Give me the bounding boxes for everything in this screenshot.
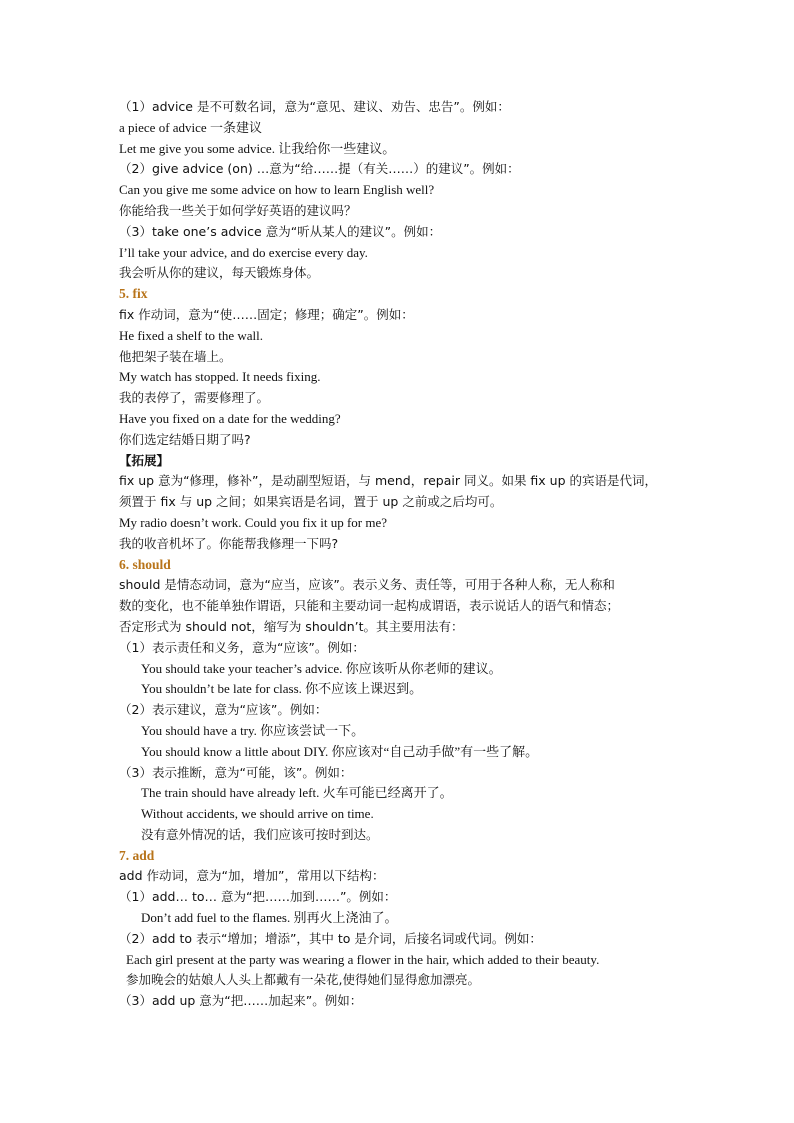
text-line: Without accidents, we should arrive on time.: [141, 806, 374, 822]
text-line: My watch has stopped. It needs fixing.: [119, 369, 321, 385]
text-line: （1）表示责任和义务，意为“应该”。例如：: [119, 639, 365, 655]
text-line: （1）add… to… 意为“把……加到……”。例如：: [119, 889, 397, 905]
text-line: should 是情态动词，意为“应当，应该”。表示义务、责任等，可用于各种人称，无人称和: [119, 577, 615, 593]
text-line: Each girl present at the party was wearing a flower in the hair, which added to their beauty.: [126, 951, 600, 967]
text-line: a piece of advice 一条建议: [119, 119, 262, 135]
text-line: 没有意外情况的话，我们应该可按时到达。: [141, 826, 379, 842]
section-heading: 6. should: [119, 556, 171, 572]
text-line: Have you fixed on a date for the wedding?: [119, 410, 341, 426]
document-body: [119, 97, 679, 1012]
text-line: You should take your teacher’s advice. 你应该听从你老师的建议。: [141, 660, 502, 676]
text-line: （2）add to 表示“增加；增添”，其中 to 是介词，后接名词或代词。例如：: [119, 930, 542, 946]
text-line: 否定形式为 should not，缩写为 shouldn’t。其主要用法有：: [119, 618, 464, 634]
text-line: My radio doesn’t work. Could you fix it up for me?: [119, 514, 388, 530]
text-line: fix up 意为“修理，修补”，是动副型短语，与 mend，repair 同义。如果 fix up 的宾语是代词，: [119, 473, 658, 489]
section-heading: 5. fix: [119, 286, 148, 302]
text-line: Let me give you some advice. 让我给你一些建议。: [119, 140, 396, 156]
text-line: Can you give me some advice on how to learn English well?: [119, 182, 435, 198]
text-line: （1）advice 是不可数名词，意为“意见、建议、劝告、忠告”。例如：: [119, 99, 510, 114]
text-line: （3）add up 意为“把……加起来”。例如：: [119, 993, 363, 1009]
text-line: You should know a little about DIY. 你应该对“自己动手做”有一些了解。: [141, 743, 539, 759]
section-heading: 7. add: [119, 847, 155, 863]
text-line: add 作动词，意为“加，增加”，常用以下结构：: [119, 868, 385, 884]
text-line: 【拓展】: [119, 452, 170, 468]
text-line: （3）take one’s advice 意为“听从某人的建议”。例如：: [119, 223, 442, 239]
text-line: （3）表示推断，意为“可能，该”。例如：: [119, 764, 353, 780]
text-line: （2）give advice (on) …意为“给……提（有关……）的建议”。例如：: [119, 161, 520, 177]
text-line: 我的表停了，需要修理了。: [119, 390, 270, 406]
text-line: You should have a try. 你应该尝试一下。: [141, 722, 365, 738]
text-line: You shouldn’t be late for class. 你不应该上课迟到。: [141, 681, 423, 697]
text-line: The train should have already left. 火车可能已经离开了。: [141, 785, 453, 801]
text-line: 你能给我一些关于如何学好英语的建议吗？: [119, 202, 357, 218]
text-line: （2）表示建议，意为“应该”。例如：: [119, 702, 328, 718]
text-line: Don’t add fuel to the flames. 别再火上浇油了。: [141, 910, 398, 926]
text-line: 他把架子装在墙上。: [119, 348, 232, 364]
text-line: 须置于 fix 与 up 之间；如果宾语是名词，置于 up 之前或之后均可。: [119, 494, 503, 510]
text-line: 参加晚会的姑娘人人头上都戴有一朵花,使得她们显得愈加漂亮。: [126, 972, 480, 988]
text-line: 你们选定结婚日期了吗?: [119, 431, 251, 447]
text-line: fix 作动词，意为“使……固定；修理；确定”。例如：: [119, 306, 414, 322]
text-line: I’ll take your advice, and do exercise every day.: [119, 244, 368, 260]
text-line: He fixed a shelf to the wall.: [119, 327, 264, 343]
text-line: 数的变化，也不能单独作谓语，只能和主要动词一起构成谓语，表示说话人的语气和情态；: [119, 598, 620, 614]
text-line: 我的收音机坏了。你能帮我修理一下吗?: [119, 535, 339, 551]
text-line: 我会听从你的建议，每天锻炼身体。: [119, 265, 320, 281]
